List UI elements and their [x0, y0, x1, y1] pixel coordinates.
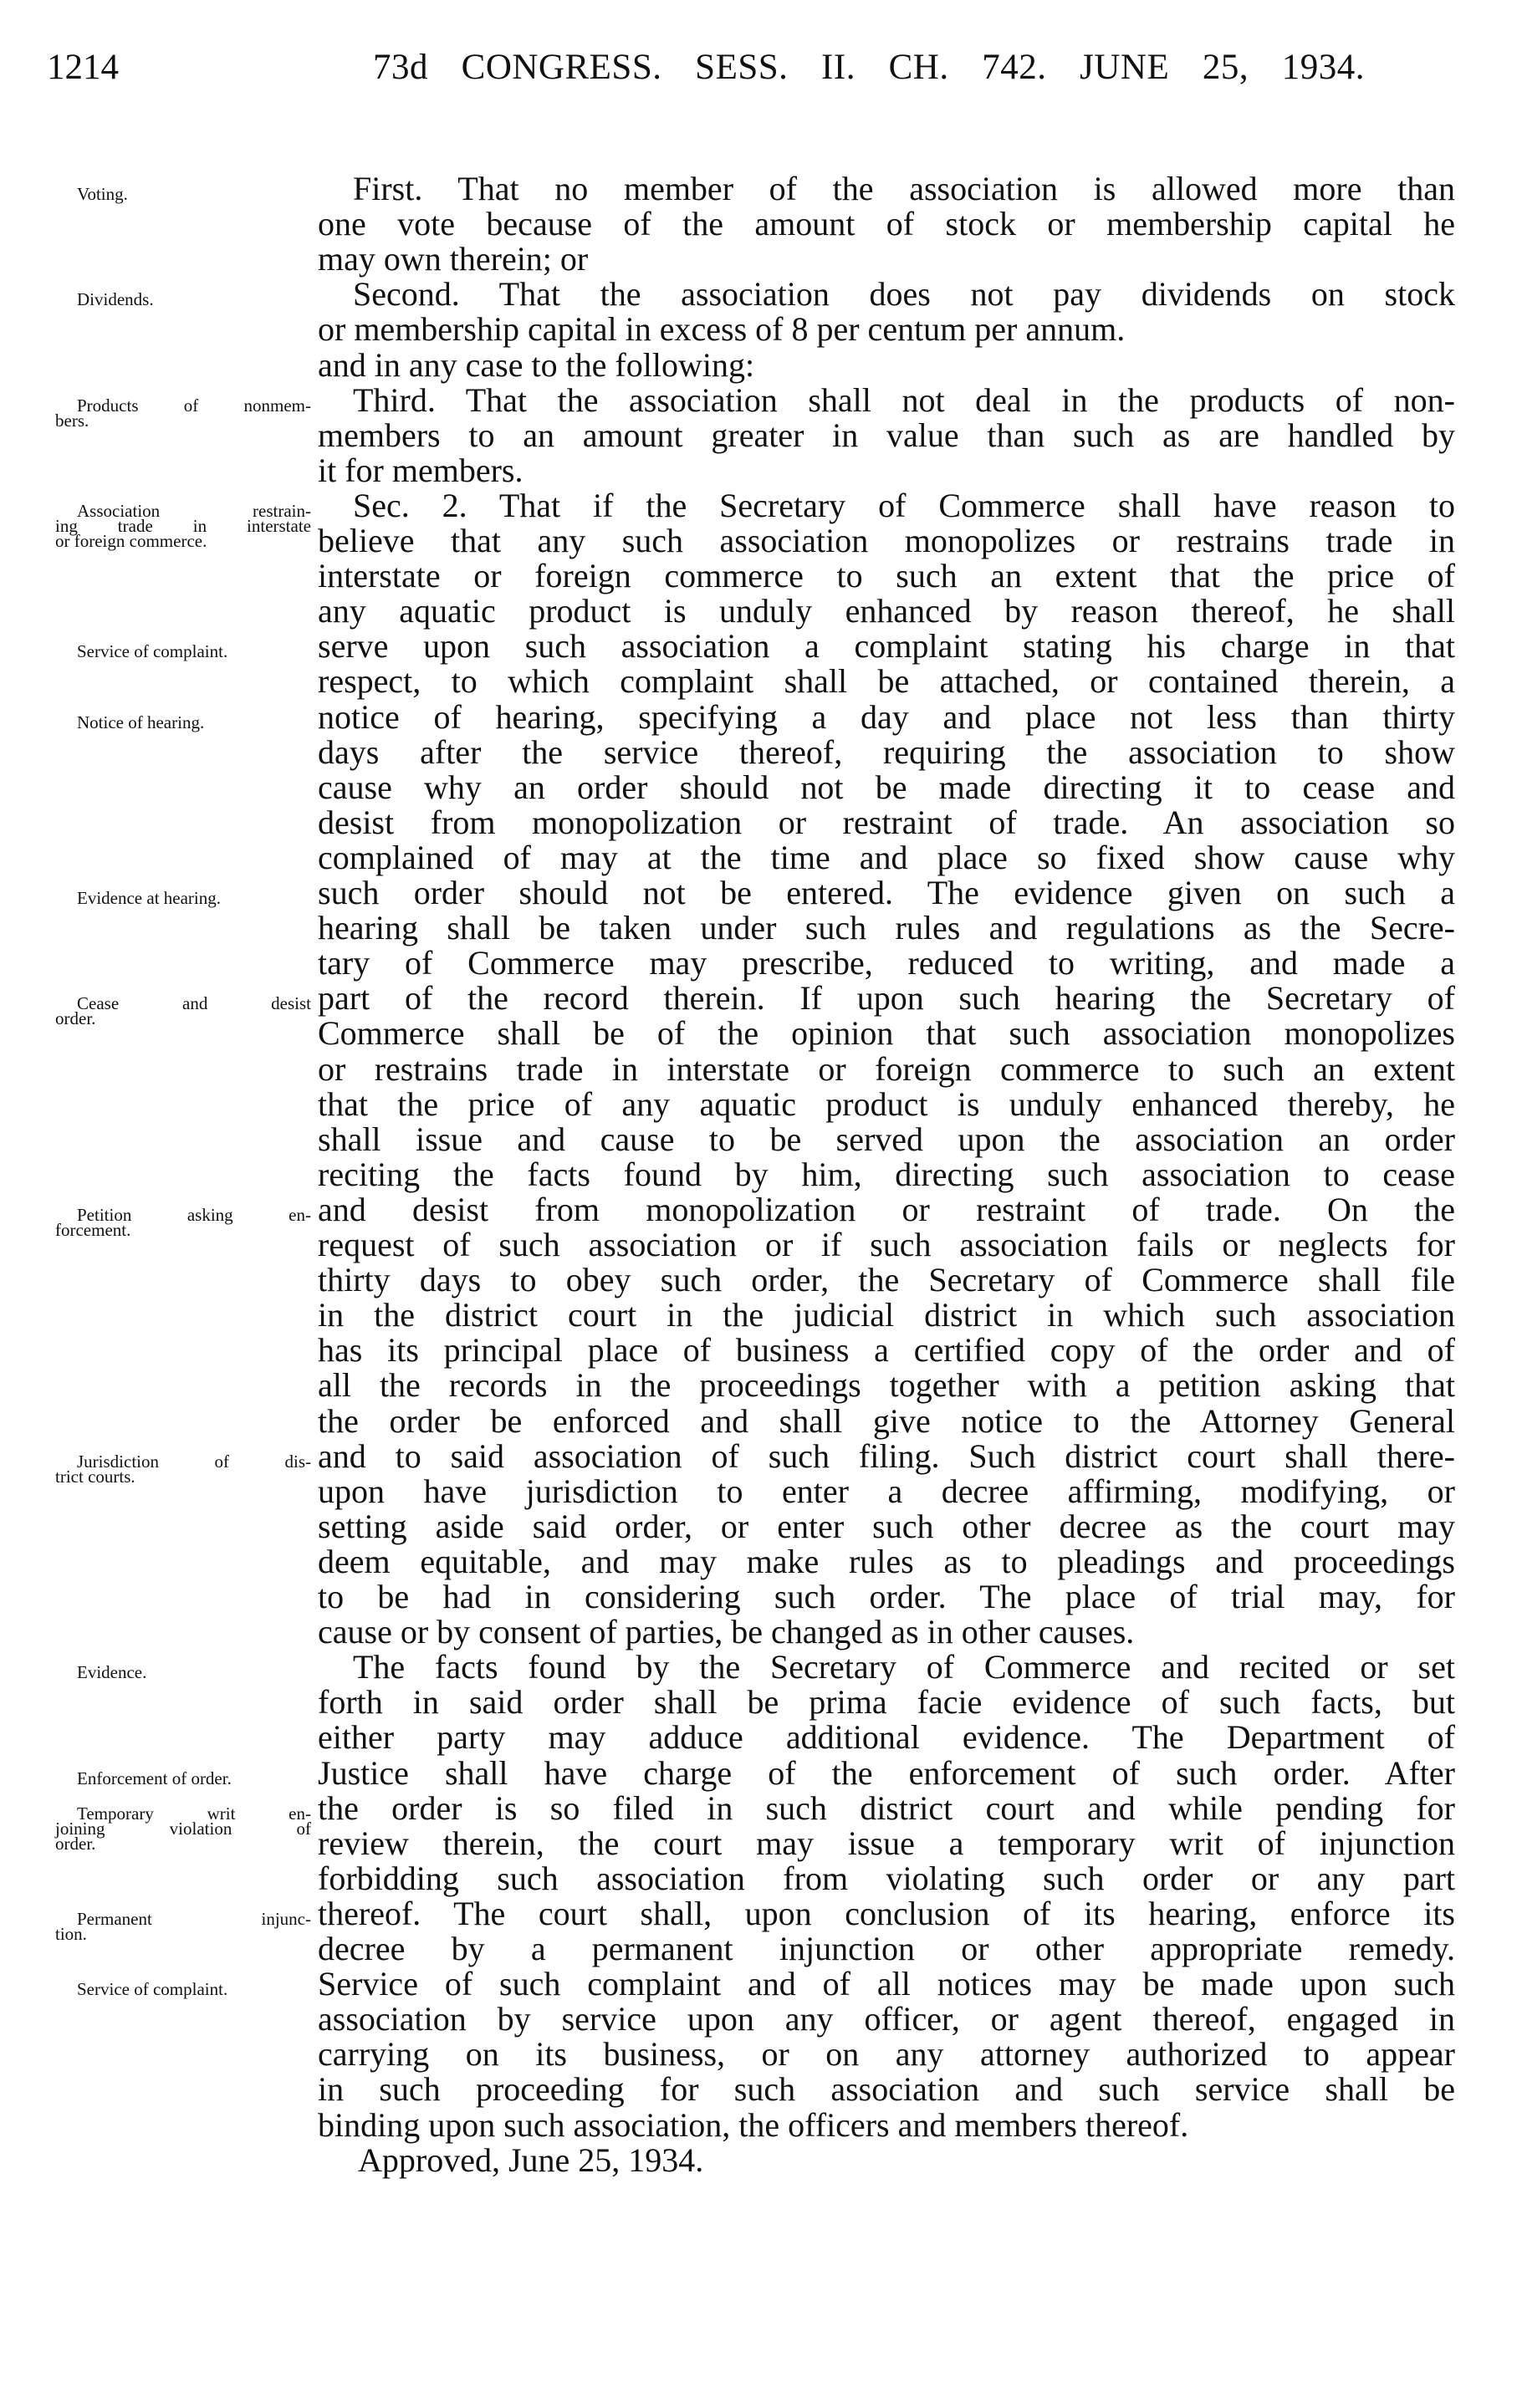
body-line: The facts found by the Secretary of Commerce and recited or set	[353, 1648, 1455, 1686]
body-line: Third. That the association shall not deal in the products of non-	[353, 380, 1455, 419]
margin-note-line: joining violation of	[55, 1818, 311, 1839]
body-line: upon have jurisdiction to enter a decree affirming, modifying, or	[318, 1472, 1455, 1510]
margin-note-line: Cease and desist	[77, 993, 311, 1014]
margin-note	[55, 1803, 311, 1854]
body-line: believe that any such association monopolizes or restrains trade in	[318, 522, 1455, 559]
body-line: decree by a permanent injunction or other appropriate remedy.	[318, 1930, 1455, 1967]
margin-note-line: trict courts.	[55, 1466, 135, 1487]
margin-note-line: Service of complaint.	[77, 1979, 228, 2000]
body-line: or restrains trade in interstate or foreign commerce to such an extent	[318, 1049, 1455, 1088]
margin-note	[55, 1908, 311, 1944]
body-line: Second. That the association does not pay dividends on stock	[353, 275, 1455, 314]
body-line: carrying on its business, or on any attorney authorized to appear	[318, 2035, 1455, 2074]
margin-note	[55, 1451, 311, 1487]
margin-note-line: Jurisdiction of dis-	[77, 1451, 311, 1472]
body-line: has its principal place of business a certified copy of the order and of	[318, 1331, 1455, 1370]
margin-note-line: Temporary writ en-	[77, 1803, 311, 1824]
body-line: notice of hearing, specifying a day and place not less than thirty	[318, 697, 1455, 736]
body-line: Sec. 2. That if the Secretary of Commerce shall have reason to	[353, 486, 1455, 524]
body-line: hearing shall be taken under such rules and regulations as the Secre-	[318, 909, 1455, 947]
body-line: forbidding such association from violating such order or any part	[318, 1859, 1455, 1897]
body-line: shall issue and cause to be served upon the association an order	[318, 1120, 1455, 1158]
body-line: interstate or foreign commerce to such an extent that the price of	[318, 557, 1455, 595]
margin-note	[55, 186, 311, 202]
body-line: serve upon such association a complaint stating his charge in that	[318, 627, 1455, 666]
margin-note-line: Service of complaint.	[77, 641, 228, 662]
margin-note-line: bers.	[55, 410, 89, 431]
approval-date: Approved, June 25, 1934.	[358, 2140, 704, 2179]
margin-note	[55, 395, 311, 431]
margin-note-line: Notice of hearing.	[77, 712, 205, 732]
body-line: First. That no member of the association is allowed more than	[353, 170, 1455, 207]
margin-note-line: Dividends.	[77, 289, 154, 310]
body-line: in the district court in the judicial district in which such association	[318, 1296, 1455, 1334]
body-line: review therein, the court may issue a temporary writ of injunction	[318, 1824, 1455, 1862]
margin-note-line: ing trade in interstate	[55, 515, 311, 536]
body-line: binding upon such association, the officers and members thereof.	[318, 2105, 1189, 2144]
body-line: such order should not be entered. The evidence given on such a	[318, 874, 1455, 911]
margin-note-line: forcement.	[55, 1219, 131, 1240]
body-line: and desist from monopolization or restraint of trade. On the	[318, 1190, 1455, 1228]
page-number: 1214	[47, 48, 119, 87]
margin-note	[55, 1768, 311, 1788]
margin-note-line: Evidence at hearing.	[77, 888, 221, 908]
margin-note-line: Voting.	[77, 184, 128, 204]
body-line: cause why an order should not be made directing it to cease and	[318, 768, 1455, 806]
body-line: request of such association or if such association fails or neglects for	[318, 1226, 1455, 1263]
body-line: desist from monopolization or restraint of trade. An association so	[318, 803, 1455, 841]
margin-note-line: Petition asking en-	[77, 1204, 311, 1225]
body-line: tary of Commerce may prescribe, reduced to writing, and made a	[318, 944, 1455, 982]
body-line: it for members.	[318, 451, 524, 489]
body-line: setting aside said order, or enter such other decree as the court may	[318, 1507, 1455, 1545]
margin-note	[55, 1204, 311, 1240]
margin-note	[55, 500, 311, 551]
margin-note-line: order.	[55, 1833, 96, 1854]
margin-note-line: Products of nonmem-	[77, 395, 311, 416]
body-line: reciting the facts found by him, directing such association to cease	[318, 1155, 1455, 1193]
body-line: that the price of any aquatic product is unduly enhanced thereby, he	[318, 1084, 1455, 1123]
body-line: Justice shall have charge of the enforcement of such order. After	[318, 1753, 1455, 1792]
body-line: association by service upon any officer, or agent thereof, engaged in	[318, 2000, 1455, 2038]
body-line: one vote because of the amount of stock or membership capital he	[318, 205, 1455, 243]
body-line: either party may adduce additional evidence. The Department of	[318, 1718, 1455, 1757]
body-line: to be had in considering such order. The place of trial may, for	[318, 1578, 1455, 1615]
margin-note	[55, 289, 311, 310]
margin-note-line: Enforcement of order.	[77, 1768, 232, 1788]
body-line: the order be enforced and shall give notice to the Attorney General	[318, 1401, 1455, 1440]
margin-note-line: tion.	[55, 1923, 87, 1944]
margin-note	[55, 890, 311, 906]
margin-note-line: or foreign commerce.	[55, 530, 207, 551]
body-line: in such proceeding for such association and such service shall be	[318, 2070, 1455, 2109]
running-head: 73d CONGRESS. SESS. II. CH. 742. JUNE 25, 1934.	[373, 48, 1365, 87]
margin-note-line: Evidence.	[77, 1662, 147, 1683]
body-line: thereof. The court shall, upon conclusion of its hearing, enforce its	[318, 1894, 1455, 1932]
margin-note-line: Permanent injunc-	[77, 1908, 311, 1929]
body-line: forth in said order shall be prima facie evidence of such facts, but	[318, 1683, 1455, 1722]
margin-note	[55, 641, 311, 662]
margin-note	[55, 712, 311, 732]
body-line: the order is so filed in such district court and while pending for	[318, 1788, 1455, 1827]
margin-note	[55, 993, 311, 1029]
margin-note	[55, 1979, 311, 2000]
body-line: complained of may at the time and place so fixed show cause why	[318, 838, 1455, 876]
body-line: and to said association of such filing. Such district court shall there-	[318, 1436, 1455, 1475]
body-line: days after the service thereof, requiring the association to show	[318, 732, 1455, 771]
margin-note	[55, 1662, 311, 1683]
body-line: or membership capital in excess of 8 per centum per annum.	[318, 310, 1126, 349]
body-line: deem equitable, and may make rules as to pleadings and proceedings	[318, 1542, 1455, 1580]
body-line: part of the record therein. If upon such hearing the Secretary of	[318, 979, 1455, 1018]
body-line: and in any case to the following:	[318, 345, 755, 384]
body-line: cause or by consent of parties, be changed as in other causes.	[318, 1613, 1135, 1651]
body-line: respect, to which complaint shall be attached, or contained therein, a	[318, 662, 1455, 701]
margin-note-line: order.	[55, 1008, 96, 1029]
body-line: may own therein; or	[318, 240, 589, 278]
body-line: thirty days to obey such order, the Secretary of Commerce shall file	[318, 1261, 1455, 1299]
body-line: members to an amount greater in value than such as are handled by	[318, 416, 1455, 454]
margin-note-line: Association restrain-	[77, 500, 311, 521]
body-line: Service of such complaint and of all notices may be made upon such	[318, 1965, 1455, 2003]
body-line: any aquatic product is unduly enhanced by reason thereof, he shall	[318, 592, 1455, 630]
body-line: all the records in the proceedings together with a petition asking that	[318, 1366, 1455, 1405]
body-line: Commerce shall be of the opinion that such association monopolizes	[318, 1014, 1455, 1053]
